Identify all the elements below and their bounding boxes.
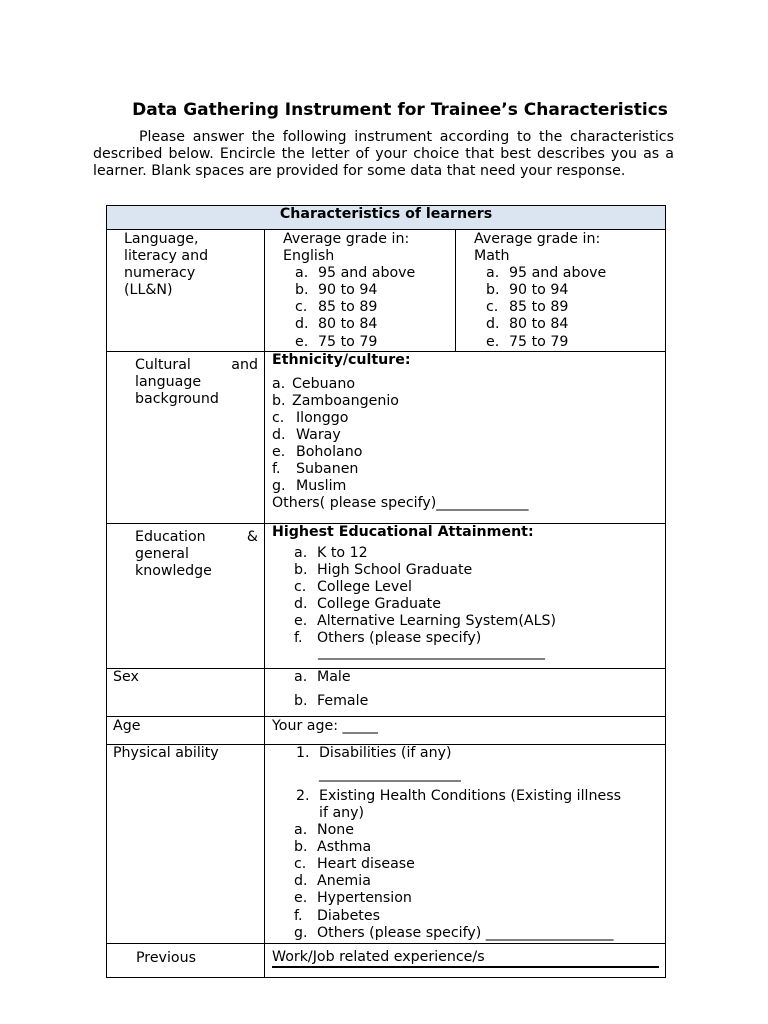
ethnicity-heading: Ethnicity/culture: (272, 351, 411, 368)
education-option: d. College Graduate (294, 596, 441, 613)
culture-label-cell (107, 351, 265, 523)
health-condition-option: b. Asthma (294, 839, 372, 856)
education-label-line: knowledge (135, 562, 212, 579)
math-grade-option: c. 85 to 89 (486, 299, 569, 316)
health-condition-option: d. Anemia (294, 873, 371, 890)
ethnicity-option: a. Cebuano (272, 375, 355, 392)
education-heading: Highest Educational Attainment: (272, 523, 534, 540)
row-sex (107, 668, 666, 716)
lln-label-line: numeracy (124, 265, 196, 282)
education-option: f. Others (please specify) (294, 630, 482, 647)
sex-option: b. Female (294, 692, 369, 709)
health-condition-option: a. None (294, 822, 355, 839)
lln-label-line: (LL&N) (124, 282, 173, 299)
culture-label-line: language (135, 373, 202, 390)
education-option: a. K to 12 (294, 544, 368, 561)
health-condition-option: c. Heart disease (294, 856, 415, 873)
math-grade-option: b. 90 to 94 (486, 282, 569, 299)
health-condition-option: f. Diabetes (294, 907, 380, 924)
sex-label: Sex (113, 668, 139, 685)
physical-label-cell (107, 744, 265, 943)
age-label: Age (113, 717, 141, 734)
health-condition-option: g. Others (please specify) __________________ (294, 924, 614, 941)
ethnicity-others: Others( please specify)_____________ (272, 495, 529, 512)
previous-label-cell (107, 943, 265, 977)
row-previous (107, 943, 666, 977)
row-culture (107, 351, 666, 523)
education-option: c. College Level (294, 578, 412, 595)
ethnicity-option: c. Ilonggo (272, 409, 349, 426)
row-education (107, 523, 666, 668)
disabilities-blank: ____________________ (319, 765, 461, 782)
culture-label-line: Cultural and (135, 356, 258, 373)
document-title: Data Gathering Instrument for Trainee’s Characteristics (132, 100, 668, 120)
ethnicity-option: d. Waray (272, 427, 341, 444)
english-grade-option: b. 90 to 94 (295, 282, 378, 299)
health-conditions-item-cont: if any) (319, 804, 365, 821)
ethnicity-option: g. Muslim (272, 478, 347, 495)
age-label-cell (107, 716, 265, 744)
english-subject: English (283, 248, 335, 265)
math-grade-cell (456, 230, 666, 352)
english-grade-option: d. 80 to 84 (295, 316, 378, 333)
education-label-line: Education & (135, 528, 258, 545)
previous-label: Previous (136, 949, 196, 966)
english-grade-cell (265, 230, 456, 352)
lln-label-line: Language, (124, 231, 199, 247)
work-experience-field: Work/Job related experience/s (272, 949, 659, 968)
disabilities-item: 1. Disabilities (if any) (296, 744, 452, 761)
lln-label-line: literacy and (124, 248, 209, 265)
english-grade-option: a. 95 and above (295, 265, 416, 282)
ethnicity-option: f. Subanen (272, 461, 359, 478)
characteristics-table (106, 205, 666, 978)
education-others-blank: ________________________________ (318, 644, 545, 661)
english-grade-option: c. 85 to 89 (295, 299, 378, 316)
previous-field-cell (265, 943, 666, 977)
education-label-line: general (135, 545, 189, 562)
math-grade-option: a. 95 and above (486, 265, 607, 282)
lln-label-cell (107, 230, 265, 352)
instructions-paragraph: Please answer the following instrument according to the characteristics described below. Encircle the letter of your choice that best describes you as a learner. Blank spaces are provided for some data that need your response. (93, 129, 674, 179)
row-age (107, 716, 666, 744)
health-conditions-item: 2. Existing Health Conditions (Existing illness (296, 787, 621, 804)
row-lln (107, 230, 666, 352)
physical-options-cell (265, 744, 666, 943)
sex-options-cell (265, 668, 666, 716)
age-field-cell (265, 716, 666, 744)
table-header: Characteristics of learners (107, 206, 666, 230)
education-label-cell (107, 523, 265, 668)
age-field: Your age: _____ (272, 717, 378, 734)
education-options-cell (265, 523, 666, 668)
culture-options-cell (265, 351, 666, 523)
ethnicity-option: e. Boholano (272, 444, 363, 461)
health-condition-option: e. Hypertension (294, 890, 412, 907)
physical-label: Physical ability (113, 744, 219, 761)
english-heading: Average grade in: (283, 231, 410, 247)
education-option: b. High School Graduate (294, 561, 473, 578)
education-option: e. Alternative Learning System(ALS) (294, 613, 557, 630)
ethnicity-option: b. Zamboangenio (272, 392, 399, 409)
math-subject: Math (474, 248, 510, 265)
math-heading: Average grade in: (474, 231, 601, 247)
sex-option: a. Male (294, 668, 351, 685)
english-grade-option: e. 75 to 79 (295, 333, 378, 350)
math-grade-option: d. 80 to 84 (486, 316, 569, 333)
culture-label-line: background (135, 390, 219, 407)
row-physical (107, 744, 666, 943)
sex-label-cell (107, 668, 265, 716)
math-grade-option: e. 75 to 79 (486, 333, 569, 350)
